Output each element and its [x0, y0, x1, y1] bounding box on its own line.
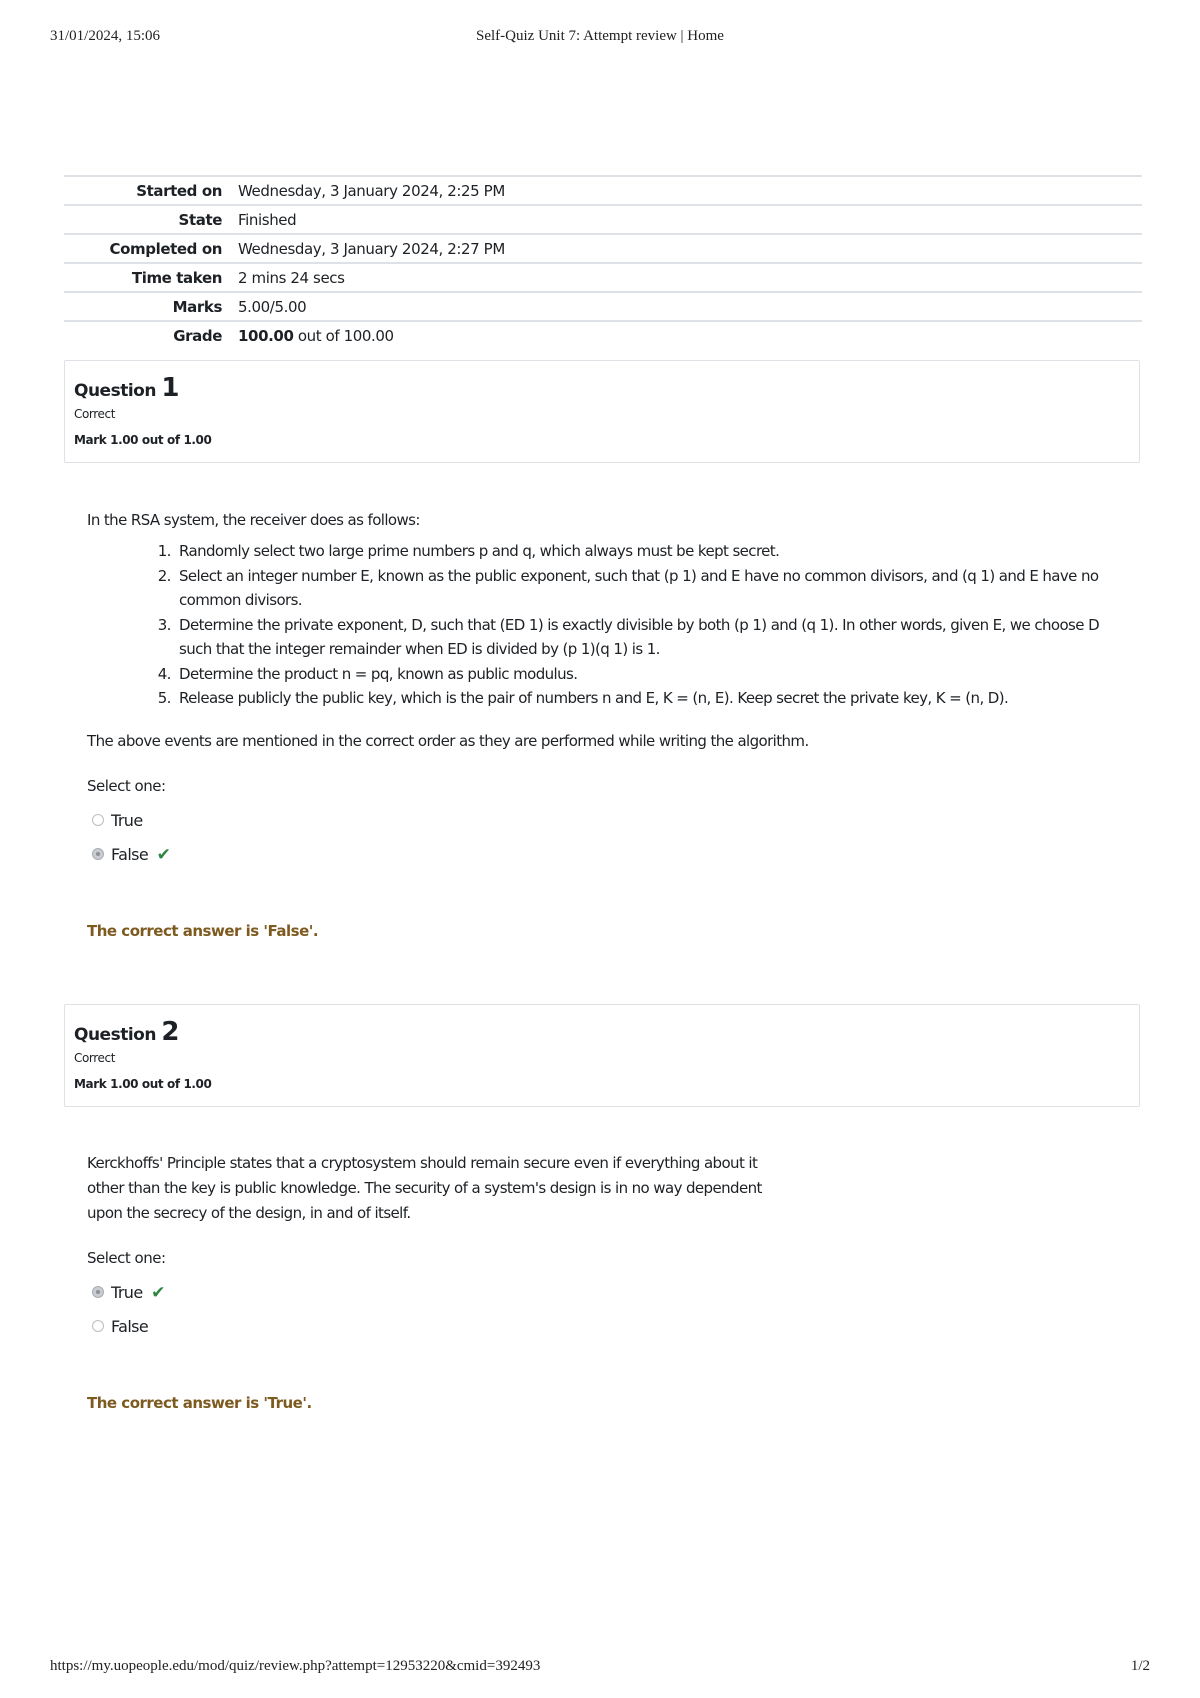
option-true[interactable] — [87, 1281, 762, 1305]
radio-false-selected[interactable] — [92, 848, 104, 860]
question-1-content — [87, 508, 1107, 944]
radio-true[interactable] — [92, 814, 104, 826]
select-one-label: Select one: — [87, 1249, 166, 1267]
grade-score: 100.00 — [238, 326, 294, 345]
question-word: Question — [74, 1025, 156, 1045]
option-true[interactable] — [87, 809, 1107, 833]
question-1-info — [64, 360, 1140, 463]
correct-check-icon: ✔ — [151, 1283, 165, 1303]
select-one-label: Select one: — [87, 776, 166, 795]
question-2-text-line: Kerckhoffs' Principle states that a cryptosystem should remain secure even if everything about it — [87, 1154, 758, 1172]
summary-label: Completed on — [109, 239, 222, 258]
option-true-label: True — [111, 1283, 143, 1302]
summary-value: Wednesday, 3 January 2024, 2:25 PM — [238, 181, 505, 200]
summary-label: Started on — [136, 181, 222, 200]
summary-value: 5.00/5.00 — [238, 297, 307, 316]
radio-true-selected[interactable] — [92, 1286, 104, 1298]
summary-row-grade — [64, 321, 1142, 349]
question-word: Question — [74, 381, 156, 401]
summary-row — [64, 205, 1142, 234]
rsa-steps-list — [87, 539, 1107, 711]
question-state: Correct — [74, 1051, 115, 1065]
print-datetime: 31/01/2024, 15:06 — [50, 28, 161, 44]
option-false[interactable] — [87, 843, 1107, 867]
print-header — [50, 28, 1150, 48]
option-true-label: True — [111, 810, 143, 830]
question-number: 2 — [161, 1017, 179, 1047]
question-number: 1 — [161, 373, 179, 403]
question-2-content — [87, 1151, 762, 1416]
print-footer — [50, 1658, 1150, 1678]
summary-row — [64, 234, 1142, 263]
question-1-statement: The above events are mentioned in the correct order as they are performed while writing the algorithm. — [87, 731, 809, 750]
summary-label: Marks — [172, 297, 222, 316]
attempt-summary-table — [64, 175, 1142, 349]
question-1-intro: In the RSA system, the receiver does as follows: — [87, 511, 420, 529]
question-2-text-line: other than the key is public knowledge. The security of a system's design is in no way dependent — [87, 1179, 762, 1197]
summary-value: Finished — [238, 210, 297, 229]
option-false-label: False — [111, 844, 149, 864]
question-2-title — [74, 1017, 1130, 1047]
summary-row — [64, 292, 1142, 321]
summary-row — [64, 263, 1142, 292]
option-false[interactable] — [87, 1315, 762, 1339]
summary-value: 2 mins 24 secs — [238, 268, 345, 287]
print-page-title: Self-Quiz Unit 7: Attempt review | Home — [476, 28, 724, 44]
grade-value — [232, 321, 1142, 349]
summary-label: State — [178, 210, 222, 229]
grade-out-of: out of 100.00 — [293, 326, 394, 345]
summary-value: Wednesday, 3 January 2024, 2:27 PM — [238, 239, 505, 258]
correct-check-icon: ✔ — [156, 844, 171, 865]
list-item: 5. Release publicly the public key, which is the pair of numbers n and E, K = (n, E). Keep secret the private key, K = (n, D). — [175, 686, 1107, 711]
option-false-label: False — [111, 1317, 149, 1336]
summary-label: Time taken — [131, 268, 222, 287]
question-1-title — [74, 373, 1130, 403]
print-url: https://my.uopeople.edu/mod/quiz/review.php?attempt=12953220&cmid=392493 — [50, 1658, 541, 1674]
question-mark: Mark 1.00 out of 1.00 — [74, 1077, 212, 1091]
print-page-number: 1/2 — [1130, 1658, 1150, 1674]
question-mark: Mark 1.00 out of 1.00 — [74, 433, 212, 447]
summary-row — [64, 176, 1142, 205]
grade-label: Grade — [173, 326, 222, 345]
question-2-text-line: upon the secrecy of the design, in and of itself. — [87, 1204, 411, 1222]
list-item: 4. Determine the product n = pq, known as public modulus. — [175, 662, 1107, 687]
question-1-feedback: The correct answer is 'False'. — [87, 921, 319, 940]
question-2-feedback: The correct answer is 'True'. — [87, 1394, 312, 1412]
list-item: 1. Randomly select two large prime numbers p and q, which always must be kept secret. — [175, 539, 1107, 564]
radio-false[interactable] — [92, 1320, 104, 1332]
question-2-info — [64, 1004, 1140, 1107]
question-state: Correct — [74, 407, 115, 421]
list-item: 2. Select an integer number E, known as the public exponent, such that (p 1) and E have no common divisors, and (q 1) and E have no common divisors. — [175, 564, 1107, 613]
list-item: 3. Determine the private exponent, D, such that (ED 1) is exactly divisible by both (p 1) and (q 1). In other words, given E, we choose D such that the integer remainder when ED is divided by (p 1)(q 1) is 1. — [175, 613, 1107, 662]
